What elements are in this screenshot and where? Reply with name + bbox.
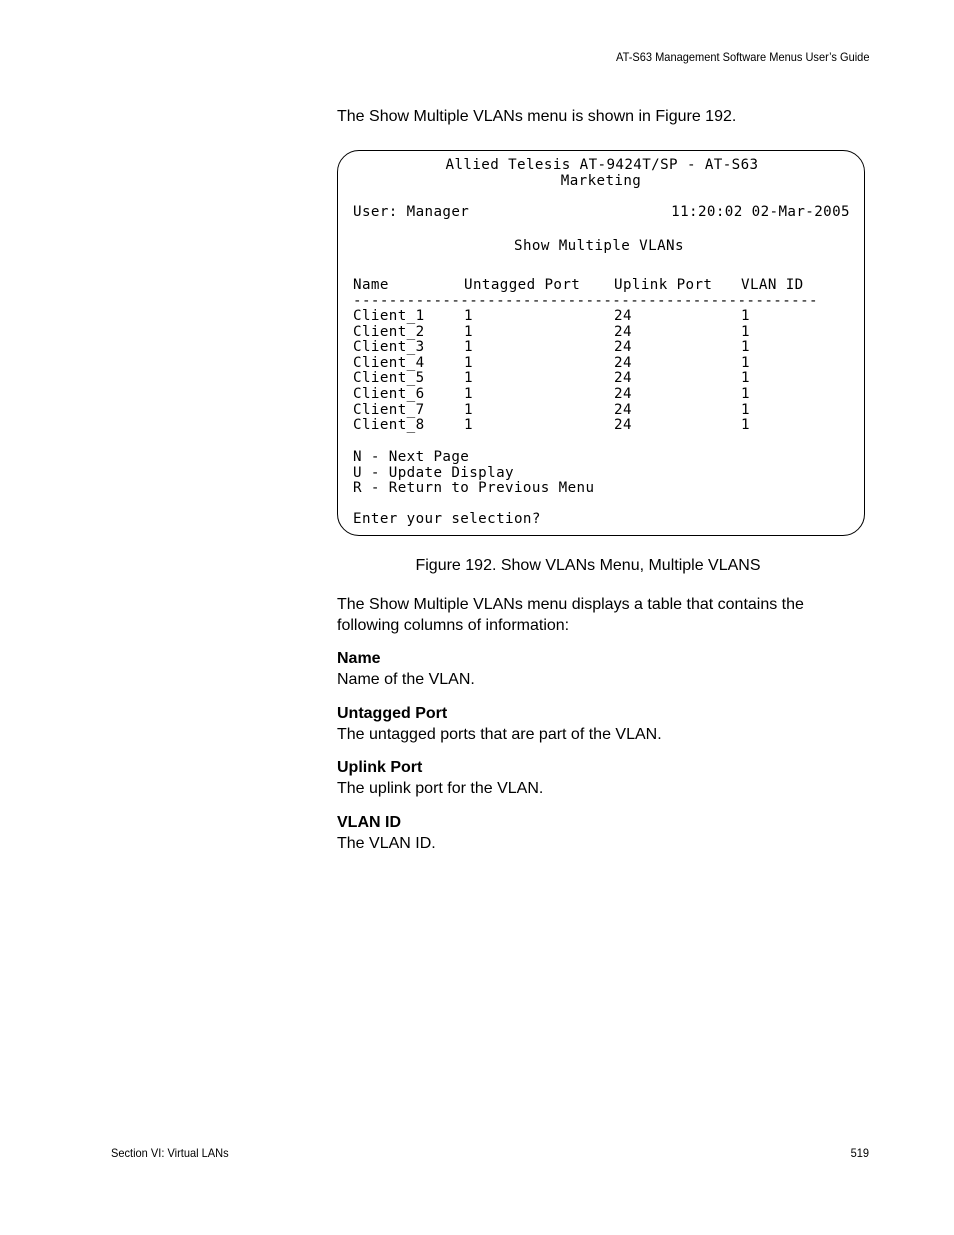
column-header-vlan-id: VLAN ID <box>741 277 804 293</box>
definition-term: Untagged Port <box>337 705 448 722</box>
cell-vlan-id: 1 <box>741 417 750 434</box>
cell-untagged-port: 1 <box>464 339 473 356</box>
terminal-title: Allied Telesis AT-9424T/SP - AT-S63 <box>445 157 759 173</box>
cell-name: Client_6 <box>353 386 425 402</box>
terminal-prompt: Enter your selection? <box>353 511 541 527</box>
cell-name: Client_5 <box>353 370 425 387</box>
cell-name: Client_3 <box>353 339 425 356</box>
definition-text: The VLAN ID. <box>337 834 436 852</box>
definition-term: Name <box>337 650 381 667</box>
cell-untagged-port: 1 <box>464 354 473 371</box>
definition-vlan-id <box>337 813 857 854</box>
cell-uplink-port: 24 <box>614 323 632 340</box>
terminal-user: User: Manager <box>353 204 470 220</box>
cell-untagged-port: 1 <box>464 417 473 434</box>
option-next-page: N - Next Page <box>353 449 470 465</box>
cell-name: Client_1 <box>353 308 425 324</box>
cell-vlan-id: 1 <box>741 386 750 402</box>
intro-paragraph: The Show Multiple VLANs menu is shown in Figure 192. <box>337 108 737 125</box>
cell-uplink-port: 24 <box>614 308 632 324</box>
cell-uplink-port: 24 <box>614 339 632 356</box>
cell-vlan-id: 1 <box>741 308 750 324</box>
cell-uplink-port: 24 <box>614 386 632 402</box>
column-header-uplink-port: Uplink Port <box>614 277 713 293</box>
page-header: AT-S63 Management Software Menus User’s Guide <box>615 50 869 64</box>
definition-uplink-port <box>337 758 857 799</box>
terminal-subtitle: Marketing <box>560 173 642 189</box>
option-update-display: U - Update Display <box>353 465 514 481</box>
definition-term: VLAN ID <box>337 814 401 831</box>
cell-vlan-id: 1 <box>741 354 750 371</box>
column-header-name: Name <box>353 277 389 293</box>
cell-vlan-id: 1 <box>741 323 750 340</box>
page-number: 519 <box>850 1146 869 1160</box>
definition-text: Name of the VLAN. <box>337 670 475 688</box>
cell-uplink-port: 24 <box>614 354 632 371</box>
description-paragraph: The Show Multiple VLANs menu displays a table that contains the following columns of information: <box>337 596 804 634</box>
cell-vlan-id: 1 <box>741 370 750 387</box>
cell-vlan-id: 1 <box>741 401 750 418</box>
terminal-menu-title: Show Multiple VLANs <box>514 238 684 254</box>
cell-untagged-port: 1 <box>464 323 473 340</box>
definition-term: Uplink Port <box>337 759 423 776</box>
footer-section: Section VI: Virtual LANs <box>111 1146 229 1160</box>
cell-name: Client_4 <box>353 354 425 371</box>
cell-untagged-port: 1 <box>464 370 473 387</box>
terminal-timestamp: 11:20:02 02-Mar-2005 <box>671 204 850 220</box>
cell-uplink-port: 24 <box>614 370 632 387</box>
table-separator: ---------------------------------------------------- <box>353 293 818 309</box>
option-return-previous-menu: R - Return to Previous Menu <box>353 480 595 496</box>
cell-untagged-port: 1 <box>464 308 473 324</box>
cell-untagged-port: 1 <box>464 386 473 402</box>
cell-uplink-port: 24 <box>614 417 632 434</box>
definition-text: The uplink port for the VLAN. <box>337 779 544 797</box>
definition-text: The untagged ports that are part of the VLAN. <box>337 725 662 743</box>
cell-vlan-id: 1 <box>741 339 750 356</box>
cell-untagged-port: 1 <box>464 401 473 418</box>
figure-caption: Figure 192. Show VLANs Menu, Multiple VLANS <box>415 557 761 574</box>
cell-name: Client_8 <box>353 417 425 434</box>
definition-name <box>337 649 857 690</box>
cell-uplink-port: 24 <box>614 401 632 418</box>
cell-name: Client_7 <box>353 401 425 418</box>
cell-name: Client_2 <box>353 323 425 340</box>
column-header-untagged-port: Untagged Port <box>464 277 581 293</box>
definition-untagged-port <box>337 704 857 745</box>
terminal-screen <box>337 150 865 536</box>
